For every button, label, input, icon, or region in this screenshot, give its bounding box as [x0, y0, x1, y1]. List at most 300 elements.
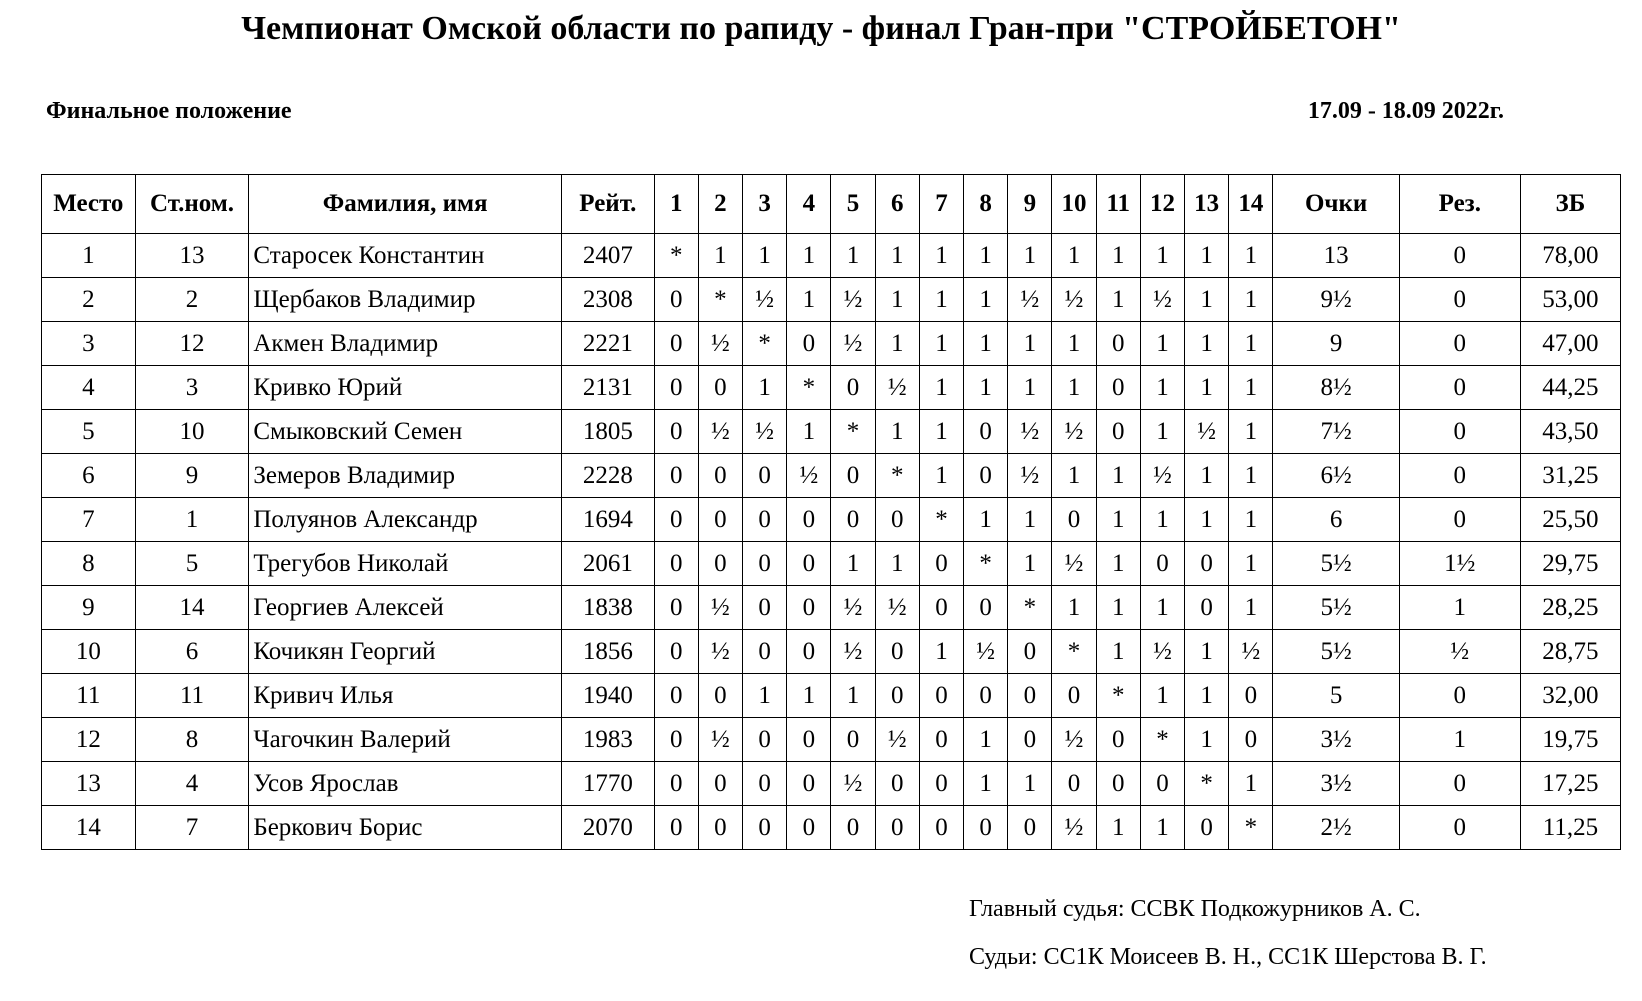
cell-result: 1 [875, 542, 919, 586]
cell-result: 1 [1008, 542, 1052, 586]
cell-result: 0 [1140, 542, 1184, 586]
cell-zb: 31,25 [1520, 454, 1620, 498]
cell-result: 1 [1185, 278, 1229, 322]
cell-result: 1 [1229, 410, 1273, 454]
cell-result: ½ [698, 586, 742, 630]
cell-result: * [919, 498, 963, 542]
table-row [42, 762, 1621, 806]
cell-rating: 1856 [562, 630, 655, 674]
judges: Судьи: СС1К Моисеев В. Н., СС1К Шерстова В. Г. [969, 944, 1487, 970]
cell-res: 0 [1399, 806, 1520, 850]
cell-result: 1 [1229, 586, 1273, 630]
cell-result: 1 [1008, 234, 1052, 278]
cell-result: 0 [654, 630, 698, 674]
cell-name: Беркович Борис [249, 806, 562, 850]
cell-res: 0 [1399, 762, 1520, 806]
cell-result: 0 [831, 718, 875, 762]
standings-table [41, 174, 1621, 850]
cell-result: ½ [875, 366, 919, 410]
cell-result: 0 [964, 410, 1008, 454]
cell-result: 0 [964, 806, 1008, 850]
cell-result: 1 [1140, 410, 1184, 454]
cell-result: * [743, 322, 787, 366]
cell-points: 2½ [1273, 806, 1399, 850]
cell-result: 0 [875, 806, 919, 850]
cell-result: 0 [654, 674, 698, 718]
cell-zb: 32,00 [1520, 674, 1620, 718]
cell-result: 0 [743, 718, 787, 762]
cell-result: 0 [743, 630, 787, 674]
table-row [42, 234, 1621, 278]
cell-place: 4 [42, 366, 136, 410]
header-rating: Рейт. [562, 175, 655, 234]
cell-result: 1 [787, 410, 831, 454]
cell-result: 0 [1185, 806, 1229, 850]
header-res: Рез. [1399, 175, 1520, 234]
cell-result: 0 [698, 762, 742, 806]
cell-result: 1 [1096, 542, 1140, 586]
cell-result: * [964, 542, 1008, 586]
cell-result: 1 [919, 630, 963, 674]
cell-result: 0 [743, 586, 787, 630]
cell-result: 1 [787, 674, 831, 718]
cell-result: 0 [1008, 718, 1052, 762]
cell-result: ½ [1229, 630, 1273, 674]
tournament-dates: 17.09 - 18.09 2022г. [1307, 98, 1504, 124]
cell-result: * [831, 410, 875, 454]
cell-result: 1 [831, 542, 875, 586]
cell-res: ½ [1399, 630, 1520, 674]
cell-result: 1 [964, 322, 1008, 366]
cell-zb: 78,00 [1520, 234, 1620, 278]
cell-result: 1 [1008, 366, 1052, 410]
cell-result: 1 [964, 762, 1008, 806]
cell-result: ½ [698, 322, 742, 366]
cell-name: Чагочкин Валерий [249, 718, 562, 762]
cell-result: 0 [787, 718, 831, 762]
cell-result: 1 [1008, 498, 1052, 542]
cell-result: 1 [964, 278, 1008, 322]
cell-place: 7 [42, 498, 136, 542]
cell-result: 1 [1140, 366, 1184, 410]
table-row [42, 498, 1621, 542]
header-round: 13 [1185, 175, 1229, 234]
cell-result: 0 [875, 498, 919, 542]
cell-start-no: 7 [135, 806, 249, 850]
cell-result: 1 [787, 278, 831, 322]
cell-result: 0 [743, 806, 787, 850]
cell-rating: 2061 [562, 542, 655, 586]
cell-result: ½ [1140, 278, 1184, 322]
cell-result: 0 [1096, 410, 1140, 454]
cell-result: 1 [743, 366, 787, 410]
cell-points: 5½ [1273, 542, 1399, 586]
table-row [42, 542, 1621, 586]
cell-result: 1 [1229, 278, 1273, 322]
cell-rating: 2228 [562, 454, 655, 498]
cell-result: 0 [1052, 762, 1096, 806]
cell-points: 6 [1273, 498, 1399, 542]
table-row [42, 586, 1621, 630]
cell-name: Акмен Владимир [249, 322, 562, 366]
header-round: 1 [654, 175, 698, 234]
cell-result: 1 [787, 234, 831, 278]
cell-zb: 43,50 [1520, 410, 1620, 454]
cell-result: 0 [919, 542, 963, 586]
cell-start-no: 3 [135, 366, 249, 410]
header-round: 3 [743, 175, 787, 234]
cell-res: 0 [1399, 366, 1520, 410]
cell-result: 1 [919, 410, 963, 454]
header-round: 9 [1008, 175, 1052, 234]
cell-result: 0 [654, 498, 698, 542]
cell-result: 0 [1096, 762, 1140, 806]
cell-result: 0 [875, 762, 919, 806]
cell-zb: 28,25 [1520, 586, 1620, 630]
cell-result: 1 [1185, 234, 1229, 278]
cell-name: Трегубов Николай [249, 542, 562, 586]
cell-result: 1 [1185, 322, 1229, 366]
cell-result: 1 [1052, 366, 1096, 410]
cell-rating: 1805 [562, 410, 655, 454]
cell-result: 0 [654, 542, 698, 586]
cell-result: 1 [1185, 454, 1229, 498]
cell-result: 1 [1185, 674, 1229, 718]
cell-result: 0 [1096, 322, 1140, 366]
cell-res: 0 [1399, 498, 1520, 542]
cell-result: 1 [1096, 806, 1140, 850]
cell-res: 0 [1399, 454, 1520, 498]
standings-body [42, 234, 1621, 850]
cell-result: ½ [698, 718, 742, 762]
cell-result: 0 [875, 674, 919, 718]
cell-result: 1 [1229, 366, 1273, 410]
cell-name: Кривко Юрий [249, 366, 562, 410]
cell-result: 1 [1008, 322, 1052, 366]
table-row [42, 278, 1621, 322]
header-start-no: Ст.ном. [135, 175, 249, 234]
cell-result: 1 [1096, 454, 1140, 498]
cell-result: 0 [1140, 762, 1184, 806]
cell-result: ½ [1052, 278, 1096, 322]
cell-result: 0 [654, 410, 698, 454]
cell-points: 13 [1273, 234, 1399, 278]
cell-res: 0 [1399, 674, 1520, 718]
cell-rating: 1770 [562, 762, 655, 806]
cell-result: 1 [875, 234, 919, 278]
chief-judge: Главный судья: ССВК Подкожурников А. С. [969, 896, 1421, 922]
cell-res: 0 [1399, 322, 1520, 366]
cell-name: Старосек Константин [249, 234, 562, 278]
cell-result: * [1052, 630, 1096, 674]
cell-result: 0 [654, 718, 698, 762]
cell-result: ½ [698, 410, 742, 454]
table-row [42, 322, 1621, 366]
cell-zb: 53,00 [1520, 278, 1620, 322]
cell-rating: 2407 [562, 234, 655, 278]
header-round: 2 [698, 175, 742, 234]
cell-result: 1 [919, 454, 963, 498]
cell-result: 0 [654, 762, 698, 806]
cell-rating: 2221 [562, 322, 655, 366]
cell-result: 1 [875, 410, 919, 454]
cell-result: ½ [1052, 542, 1096, 586]
table-row [42, 806, 1621, 850]
cell-place: 12 [42, 718, 136, 762]
cell-result: 0 [787, 586, 831, 630]
cell-result: ½ [1052, 718, 1096, 762]
cell-result: 1 [1185, 630, 1229, 674]
table-row [42, 718, 1621, 762]
cell-result: 1 [1229, 542, 1273, 586]
cell-zb: 25,50 [1520, 498, 1620, 542]
cell-result: 0 [698, 454, 742, 498]
cell-zb: 44,25 [1520, 366, 1620, 410]
cell-result: ½ [1008, 454, 1052, 498]
cell-points: 9½ [1273, 278, 1399, 322]
cell-result: 0 [654, 322, 698, 366]
cell-name: Кривич Илья [249, 674, 562, 718]
cell-start-no: 14 [135, 586, 249, 630]
cell-result: 0 [875, 630, 919, 674]
cell-result: 0 [919, 718, 963, 762]
cell-result: * [1008, 586, 1052, 630]
cell-result: 1 [964, 498, 1008, 542]
cell-result: 0 [831, 454, 875, 498]
page-title: Чемпионат Омской области по рапиду - финал Гран-при "СТРОЙБЕТОН" [241, 10, 1401, 47]
cell-result: 0 [698, 498, 742, 542]
cell-result: 0 [1096, 366, 1140, 410]
cell-start-no: 2 [135, 278, 249, 322]
cell-result: 0 [1008, 630, 1052, 674]
cell-result: 0 [919, 586, 963, 630]
cell-name: Земеров Владимир [249, 454, 562, 498]
cell-result: * [1185, 762, 1229, 806]
cell-result: 1 [1096, 498, 1140, 542]
cell-result: 1 [1229, 762, 1273, 806]
cell-result: ½ [831, 586, 875, 630]
table-row [42, 630, 1621, 674]
cell-result: 0 [787, 630, 831, 674]
cell-result: 0 [964, 586, 1008, 630]
cell-result: 0 [787, 322, 831, 366]
cell-result: 1 [1229, 234, 1273, 278]
table-row [42, 454, 1621, 498]
cell-result: ½ [831, 322, 875, 366]
header-round: 6 [875, 175, 919, 234]
cell-rating: 1694 [562, 498, 655, 542]
cell-name: Георгиев Алексей [249, 586, 562, 630]
header-round: 8 [964, 175, 1008, 234]
cell-result: * [654, 234, 698, 278]
table-row [42, 366, 1621, 410]
header-name: Фамилия, имя [249, 175, 562, 234]
cell-result: 1 [831, 674, 875, 718]
table-row [42, 674, 1621, 718]
cell-result: ½ [787, 454, 831, 498]
header-points: Очки [1273, 175, 1399, 234]
cell-name: Усов Ярослав [249, 762, 562, 806]
cell-res: 1 [1399, 586, 1520, 630]
cell-points: 3½ [1273, 762, 1399, 806]
cell-result: 0 [831, 366, 875, 410]
table-header-row [42, 175, 1621, 234]
cell-result: 0 [698, 806, 742, 850]
cell-result: 1 [1229, 498, 1273, 542]
cell-place: 10 [42, 630, 136, 674]
cell-result: ½ [1140, 454, 1184, 498]
header-round: 5 [831, 175, 875, 234]
cell-result: 1 [919, 278, 963, 322]
cell-result: 0 [964, 454, 1008, 498]
cell-rating: 2070 [562, 806, 655, 850]
table-row [42, 410, 1621, 454]
cell-result: ½ [1185, 410, 1229, 454]
cell-place: 8 [42, 542, 136, 586]
cell-place: 14 [42, 806, 136, 850]
cell-start-no: 5 [135, 542, 249, 586]
cell-start-no: 4 [135, 762, 249, 806]
cell-result: 1 [964, 718, 1008, 762]
cell-result: 1 [743, 674, 787, 718]
cell-result: 1 [831, 234, 875, 278]
cell-result: ½ [875, 718, 919, 762]
cell-points: 5 [1273, 674, 1399, 718]
cell-result: ½ [1052, 806, 1096, 850]
cell-res: 1½ [1399, 542, 1520, 586]
cell-result: 0 [698, 542, 742, 586]
cell-result: 0 [787, 498, 831, 542]
cell-start-no: 10 [135, 410, 249, 454]
cell-result: 0 [919, 806, 963, 850]
cell-result: ½ [1140, 630, 1184, 674]
cell-rating: 2308 [562, 278, 655, 322]
cell-start-no: 11 [135, 674, 249, 718]
cell-result: 0 [654, 278, 698, 322]
cell-zb: 47,00 [1520, 322, 1620, 366]
cell-result: 1 [743, 234, 787, 278]
cell-result: 1 [1140, 498, 1184, 542]
cell-rating: 1838 [562, 586, 655, 630]
cell-result: 0 [1008, 806, 1052, 850]
header-round: 14 [1229, 175, 1273, 234]
cell-rating: 1983 [562, 718, 655, 762]
cell-result: 0 [654, 454, 698, 498]
cell-res: 1 [1399, 718, 1520, 762]
cell-result: 0 [1052, 498, 1096, 542]
cell-result: 1 [964, 366, 1008, 410]
cell-result: 0 [831, 806, 875, 850]
cell-result: 0 [1185, 586, 1229, 630]
cell-res: 0 [1399, 278, 1520, 322]
cell-result: 1 [1140, 234, 1184, 278]
cell-place: 2 [42, 278, 136, 322]
cell-result: 1 [919, 234, 963, 278]
cell-result: ½ [1008, 410, 1052, 454]
cell-result: 1 [1096, 586, 1140, 630]
cell-result: 1 [1185, 366, 1229, 410]
cell-rating: 2131 [562, 366, 655, 410]
cell-zb: 29,75 [1520, 542, 1620, 586]
cell-result: ½ [743, 410, 787, 454]
cell-start-no: 9 [135, 454, 249, 498]
cell-result: * [1140, 718, 1184, 762]
cell-result: 0 [919, 674, 963, 718]
cell-result: 1 [875, 278, 919, 322]
cell-result: 1 [1140, 586, 1184, 630]
cell-result: 1 [1229, 322, 1273, 366]
cell-result: 1 [1008, 762, 1052, 806]
cell-points: 3½ [1273, 718, 1399, 762]
cell-name: Полуянов Александр [249, 498, 562, 542]
cell-result: 0 [743, 498, 787, 542]
cell-result: 0 [787, 806, 831, 850]
cell-name: Кочикян Георгий [249, 630, 562, 674]
cell-rating: 1940 [562, 674, 655, 718]
cell-result: 1 [1052, 586, 1096, 630]
cell-result: * [1096, 674, 1140, 718]
cell-result: 1 [1052, 454, 1096, 498]
cell-result: 1 [698, 234, 742, 278]
cell-result: ½ [831, 630, 875, 674]
cell-result: 1 [1140, 674, 1184, 718]
cell-result: 1 [1140, 322, 1184, 366]
cell-result: 1 [1140, 806, 1184, 850]
cell-result: 0 [1185, 542, 1229, 586]
cell-result: 0 [1229, 674, 1273, 718]
cell-result: ½ [831, 278, 875, 322]
cell-zb: 17,25 [1520, 762, 1620, 806]
cell-result: ½ [875, 586, 919, 630]
cell-place: 9 [42, 586, 136, 630]
cell-result: ½ [743, 278, 787, 322]
cell-zb: 28,75 [1520, 630, 1620, 674]
cell-result: * [875, 454, 919, 498]
cell-start-no: 12 [135, 322, 249, 366]
cell-result: 0 [654, 366, 698, 410]
cell-points: 6½ [1273, 454, 1399, 498]
cell-place: 5 [42, 410, 136, 454]
header-round: 11 [1096, 175, 1140, 234]
cell-result: 1 [1096, 630, 1140, 674]
cell-start-no: 1 [135, 498, 249, 542]
header-place: Место [42, 175, 136, 234]
cell-name: Щербаков Владимир [249, 278, 562, 322]
cell-result: 0 [698, 366, 742, 410]
cell-points: 5½ [1273, 630, 1399, 674]
cell-points: 7½ [1273, 410, 1399, 454]
cell-result: 0 [1008, 674, 1052, 718]
cell-result: 1 [1096, 234, 1140, 278]
cell-result: 0 [654, 586, 698, 630]
cell-result: 1 [919, 322, 963, 366]
cell-result: 1 [919, 366, 963, 410]
cell-result: ½ [1052, 410, 1096, 454]
cell-res: 0 [1399, 410, 1520, 454]
cell-result: 0 [743, 542, 787, 586]
cell-place: 13 [42, 762, 136, 806]
cell-result: 1 [964, 234, 1008, 278]
header-round: 7 [919, 175, 963, 234]
cell-result: * [787, 366, 831, 410]
cell-result: ½ [698, 630, 742, 674]
cell-result: 1 [1052, 234, 1096, 278]
cell-result: 1 [1229, 454, 1273, 498]
cell-result: 0 [919, 762, 963, 806]
cell-place: 1 [42, 234, 136, 278]
cell-start-no: 6 [135, 630, 249, 674]
cell-result: 0 [743, 454, 787, 498]
